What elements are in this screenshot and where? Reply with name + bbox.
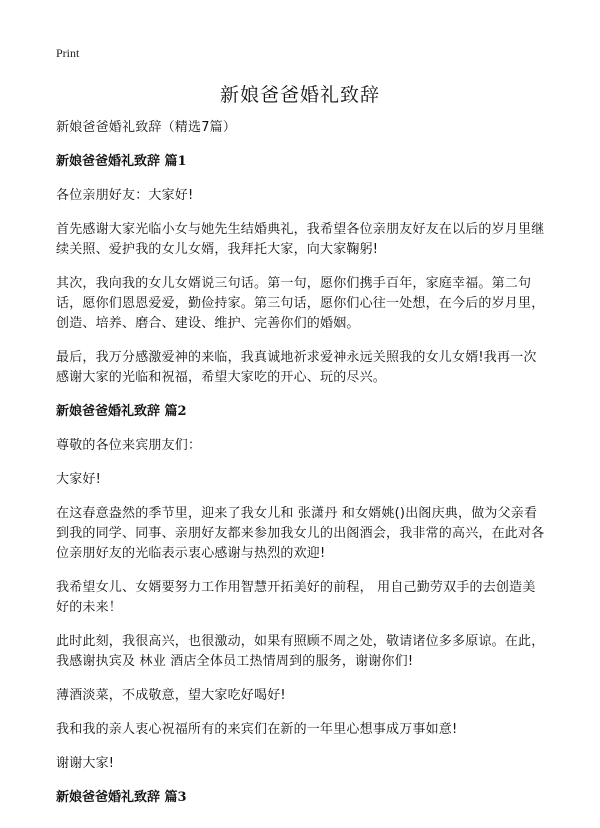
- paragraph: 我希望女儿、女婿要努力工作用智慧开拓美好的前程， 用自己勤劳双手的去创造美好的未来！: [56, 580, 536, 615]
- paragraph: 尊敬的各位来宾朋友们：: [56, 438, 202, 453]
- paragraph: 此时此刻，我很高兴，也很激动，如果有照顾不周之处，敬请诸位多多原谅。在此，我感谢执宾及 林业 酒店全体员工热情周到的服务，谢谢你们!: [56, 634, 545, 669]
- paragraph: 大家好!: [56, 472, 102, 487]
- paragraph: 其次，我向我的女儿女婿说三句话。第一句，愿你们携手百年，家庭幸福。第二句话，愿你们恩恩爱爱，勤俭持家。第三句话，愿你们心往一处想，在今后的岁月里，创造、培养、磨合、建设、维护、完善你们的婚姻。: [56, 276, 545, 331]
- document-title: 新娘爸爸婚礼致辞: [219, 84, 380, 106]
- paragraph: 各位亲朋好友：大家好!: [56, 188, 194, 203]
- document-body: [56, 118, 546, 822]
- paragraph: 薄酒淡菜，不成敬意，望大家吃好喝好!: [56, 688, 286, 703]
- paragraph: 最后，我万分感激爱神的来临，我真诚地祈求爱神永远关照我的女儿女婿!我再一次感谢大家的光临和祝福，希望大家吃的开心、玩的尽兴。: [56, 350, 537, 385]
- paragraph: 首先感谢大家光临小女与她先生结婚典礼，我希望各位亲朋友好友在以后的岁月里继续关照、爱护我的女儿女婿，我拜托大家，向大家鞠躬!: [56, 222, 545, 257]
- paragraph: 在这春意盎然的季节里，迎来了我女儿和 张潇丹 和女婿姚()出阁庆典，做为父亲看到我的同学、同事、亲朋好友都来参加我女儿的出阁酒会，我非常的高兴，在此对各位亲朋好友的光临表示衷心感谢与热烈的欢迎!: [56, 506, 545, 561]
- section-heading-2: 新娘爸爸婚礼致辞 篇2: [56, 404, 187, 419]
- print-link[interactable]: Print: [56, 46, 80, 60]
- section-heading-1: 新娘爸爸婚礼致辞 篇1: [56, 154, 187, 169]
- intro-line: 新娘爸爸婚礼致辞（精选7篇）: [56, 120, 237, 135]
- section-heading-3: 新娘爸爸婚礼致辞 篇3: [56, 790, 187, 805]
- paragraph: 我和我的亲人衷心祝福所有的来宾们在新的一年里心想事成万事如意!: [56, 722, 458, 737]
- paragraph: 谢谢大家!: [56, 756, 115, 771]
